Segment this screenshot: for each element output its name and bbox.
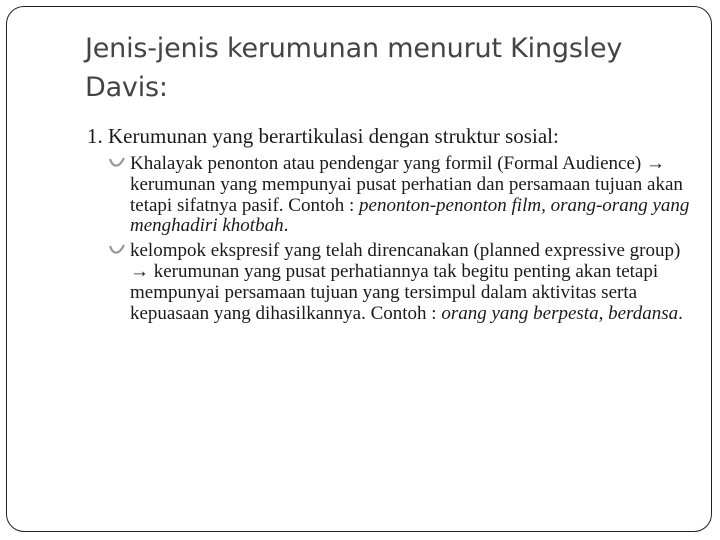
item-end: . (283, 215, 289, 237)
item-example: penonton-penonton film, orang-orang yang menghadiri khotbah (130, 194, 690, 237)
slide-title: Jenis-jenis kerumunan menurut Kingsley Davis: (85, 33, 623, 103)
slide-body (87, 124, 702, 328)
list-item-formal-audience (107, 154, 702, 237)
point-1: 1. Kerumunan yang berartikulasi dengan struktur sosial: (87, 124, 559, 148)
item-text: kelompok ekspresif yang telah direncanakan (planned expressive group) → kerumunan yang pusat perhatiannya tak begitu penting akan tetapi mempunyai persamaan tujuan yang tersimpul dalam aktivitas serta kepuasaan yang dihasilkannya. Contoh : (130, 240, 681, 324)
slide-frame (6, 6, 712, 532)
item-end: . (678, 302, 683, 324)
curl-bullet-icon (109, 156, 125, 170)
sub-list (87, 154, 702, 324)
curl-bullet-icon (109, 243, 125, 257)
item-example: orang yang berpesta, berdansa (441, 302, 679, 324)
item-text: Khalayak penonton atau pendengar yang formil (Formal Audience) → kerumunan yang mempunyai pusat perhatian dan persamaan tujuan akan tetapi sifatnya pasif. Contoh : (130, 153, 683, 216)
list-item-planned-expressive-group (107, 241, 702, 324)
